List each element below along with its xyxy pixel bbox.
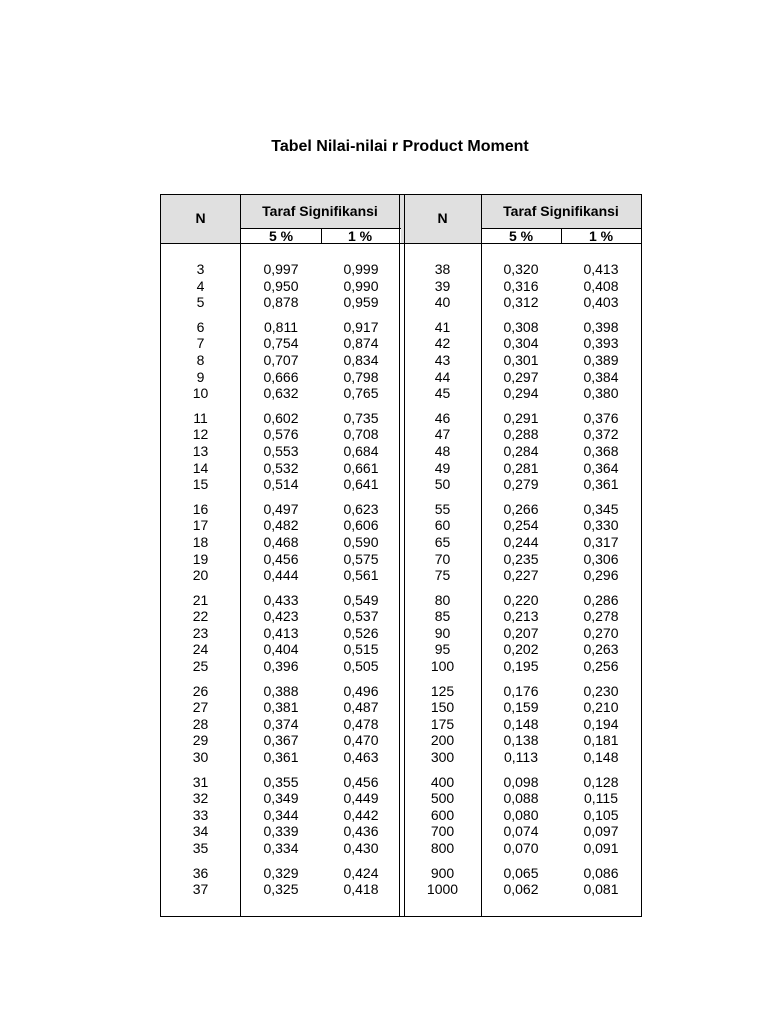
table-cell: 43 bbox=[434, 351, 451, 368]
table-cell: 0,423 bbox=[263, 608, 299, 625]
header-n-right: N bbox=[437, 210, 448, 226]
table-cell: 0,959 bbox=[343, 294, 379, 311]
header-5-left: 5 % bbox=[268, 228, 294, 244]
table-cell: 0,138 bbox=[503, 732, 539, 749]
row-group bbox=[481, 592, 561, 675]
table-cell: 0,288 bbox=[503, 426, 539, 443]
table-cell: 41 bbox=[434, 318, 451, 335]
table-cell: 0,270 bbox=[583, 624, 619, 641]
table-cell: 0,413 bbox=[583, 261, 619, 277]
table-cell: 32 bbox=[192, 790, 209, 807]
table-cell: 0,641 bbox=[343, 476, 379, 493]
table-cell: 0,128 bbox=[583, 773, 619, 790]
table-cell: 150 bbox=[430, 699, 455, 716]
table-cell: 0,279 bbox=[503, 476, 539, 493]
table-cell: 0,418 bbox=[343, 881, 379, 898]
table-cell: 0,408 bbox=[583, 277, 619, 294]
table-cell: 0,398 bbox=[583, 318, 619, 335]
table-cell: 31 bbox=[192, 773, 209, 790]
table-cell: 0,329 bbox=[263, 864, 299, 881]
table-cell: 0,148 bbox=[583, 749, 619, 766]
table-cell: 70 bbox=[434, 550, 451, 567]
row-group bbox=[161, 865, 240, 898]
header-n-left: N bbox=[195, 210, 206, 226]
table-cell: 14 bbox=[192, 459, 209, 476]
row-group bbox=[321, 865, 401, 898]
table-cell: 0,478 bbox=[343, 715, 379, 732]
table-cell: 0,708 bbox=[343, 426, 379, 443]
row-group bbox=[404, 261, 481, 311]
row-group bbox=[161, 501, 240, 584]
table-cell: 38 bbox=[434, 261, 451, 277]
table-cell: 46 bbox=[434, 409, 451, 426]
table-cell: 0,368 bbox=[583, 442, 619, 459]
row-group bbox=[241, 683, 321, 766]
table-cell: 0,433 bbox=[263, 591, 299, 608]
table-cell: 25 bbox=[192, 658, 209, 675]
row-group bbox=[481, 683, 561, 766]
table-cell: 0,367 bbox=[263, 732, 299, 749]
table-cell: 0,602 bbox=[263, 409, 299, 426]
table-cell: 0,878 bbox=[263, 294, 299, 311]
table-cell: 0,463 bbox=[343, 749, 379, 766]
row-group bbox=[561, 261, 641, 311]
table-cell: 0,306 bbox=[583, 550, 619, 567]
table-cell: 0,811 bbox=[264, 318, 298, 335]
page-title: Tabel Nilai-nilai r Product Moment bbox=[271, 138, 529, 155]
table-cell: 300 bbox=[430, 749, 455, 766]
row-group bbox=[404, 774, 481, 857]
row-group bbox=[404, 865, 481, 898]
table-cell: 0,606 bbox=[343, 517, 379, 534]
table-cell: 0,301 bbox=[503, 351, 539, 368]
table-cell: 0,278 bbox=[583, 608, 619, 625]
table-cell: 0,235 bbox=[503, 550, 539, 567]
row-group bbox=[161, 592, 240, 675]
table-cell: 0,312 bbox=[503, 294, 539, 311]
table-cell: 0,526 bbox=[343, 624, 379, 641]
header-taraf-right: Taraf Signifikansi bbox=[503, 203, 619, 219]
table-cell: 55 bbox=[434, 500, 451, 517]
table-cell: 0,997 bbox=[263, 261, 299, 277]
row-group bbox=[241, 865, 321, 898]
table-cell: 0,361 bbox=[263, 749, 299, 766]
table-cell: 0,482 bbox=[263, 517, 299, 534]
table-cell: 95 bbox=[434, 641, 451, 658]
table-cell: 0,308 bbox=[503, 318, 539, 335]
table-cell: 0,623 bbox=[343, 500, 379, 517]
table-cell: 34 bbox=[192, 823, 209, 840]
row-group bbox=[161, 261, 240, 311]
row-group bbox=[321, 261, 401, 311]
table-cell: 0,220 bbox=[503, 591, 539, 608]
table-cell: 0,291 bbox=[503, 409, 539, 426]
table-cell: 18 bbox=[192, 533, 209, 550]
table-cell: 0,468 bbox=[263, 533, 299, 550]
table-cell: 8 bbox=[196, 351, 205, 368]
table-cell: 39 bbox=[434, 277, 451, 294]
row-group bbox=[561, 501, 641, 584]
table-cell: 0,202 bbox=[503, 641, 539, 658]
row-group bbox=[321, 319, 401, 402]
table-cell: 0,244 bbox=[503, 533, 539, 550]
row-group bbox=[321, 683, 401, 766]
column-5-left bbox=[241, 261, 321, 906]
table-cell: 0,159 bbox=[503, 699, 539, 716]
row-group bbox=[561, 683, 641, 766]
table-cell: 40 bbox=[434, 294, 451, 311]
table-cell: 0,325 bbox=[263, 881, 299, 898]
table-cell: 20 bbox=[192, 567, 209, 584]
table-cell: 0,194 bbox=[583, 715, 619, 732]
table-cell: 65 bbox=[434, 533, 451, 550]
table-cell: 0,388 bbox=[263, 682, 299, 699]
row-group bbox=[561, 319, 641, 402]
table-cell: 12 bbox=[192, 426, 209, 443]
column-5-right bbox=[481, 261, 561, 906]
table-cell: 0,575 bbox=[343, 550, 379, 567]
table-cell: 0,496 bbox=[343, 682, 379, 699]
table-cell: 22 bbox=[192, 608, 209, 625]
row-group bbox=[404, 501, 481, 584]
table-cell: 0,487 bbox=[343, 699, 379, 716]
table-cell: 0,532 bbox=[263, 459, 299, 476]
row-group bbox=[561, 410, 641, 493]
table-cell: 0,661 bbox=[343, 459, 379, 476]
table-cell: 0,230 bbox=[583, 682, 619, 699]
table-cell: 23 bbox=[192, 624, 209, 641]
row-group bbox=[404, 410, 481, 493]
table-cell: 0,403 bbox=[583, 294, 619, 311]
table-cell: 0,396 bbox=[263, 658, 299, 675]
table-cell: 0,148 bbox=[503, 715, 539, 732]
table-cell: 0,444 bbox=[263, 567, 299, 584]
table-cell: 0,430 bbox=[343, 840, 379, 856]
row-group bbox=[241, 319, 321, 402]
table-cell: 0,320 bbox=[503, 261, 539, 277]
table-cell: 0,195 bbox=[503, 658, 539, 675]
table-cell: 15 bbox=[192, 476, 209, 493]
table-cell: 0,380 bbox=[583, 385, 619, 402]
table-cell: 47 bbox=[434, 426, 451, 443]
table-cell: 0,765 bbox=[343, 385, 379, 402]
row-group bbox=[321, 592, 401, 675]
row-group bbox=[404, 592, 481, 675]
column-n-right bbox=[404, 261, 481, 906]
row-group bbox=[241, 592, 321, 675]
table-cell: 0,062 bbox=[503, 881, 539, 898]
table-cell: 0,684 bbox=[343, 442, 379, 459]
table-cell: 0,514 bbox=[263, 476, 299, 493]
table-cell: 0,317 bbox=[583, 533, 619, 550]
table-cell: 600 bbox=[430, 806, 455, 823]
table-cell: 175 bbox=[430, 715, 455, 732]
table-cell: 0,424 bbox=[343, 864, 379, 881]
table-cell: 49 bbox=[434, 459, 451, 476]
table-cell: 28 bbox=[192, 715, 209, 732]
header-taraf-left: Taraf Signifikansi bbox=[262, 203, 378, 219]
column-1-left bbox=[321, 261, 401, 906]
table-cell: 0,284 bbox=[503, 442, 539, 459]
table-cell: 0,091 bbox=[583, 840, 619, 856]
table-cell: 0,294 bbox=[503, 385, 539, 402]
table-cell: 0,344 bbox=[263, 806, 299, 823]
table-cell: 10 bbox=[192, 385, 209, 402]
row-group bbox=[161, 319, 240, 402]
table-cell: 0,304 bbox=[503, 335, 539, 352]
table-cell: 11 bbox=[193, 409, 208, 426]
table-cell: 0,070 bbox=[503, 840, 539, 856]
table-cell: 17 bbox=[192, 517, 209, 534]
table-cell: 0,381 bbox=[263, 699, 299, 716]
table-cell: 0,707 bbox=[263, 351, 299, 368]
header-5-right: 5 % bbox=[508, 228, 534, 244]
row-group bbox=[321, 774, 401, 857]
table-cell: 900 bbox=[430, 864, 455, 881]
table-cell: 0,436 bbox=[343, 823, 379, 840]
table-cell: 0,834 bbox=[343, 351, 379, 368]
table-cell: 700 bbox=[430, 823, 455, 840]
table-cell: 0,088 bbox=[503, 790, 539, 807]
row-group bbox=[481, 410, 561, 493]
row-group bbox=[321, 501, 401, 584]
table-cell: 0,065 bbox=[503, 864, 539, 881]
table-cell: 0,413 bbox=[263, 624, 299, 641]
table-cell: 0,339 bbox=[263, 823, 299, 840]
table-cell: 0,442 bbox=[343, 806, 379, 823]
header-1-left: 1 % bbox=[347, 228, 373, 244]
table-cell: 0,115 bbox=[584, 790, 618, 807]
table-cell: 0,296 bbox=[583, 567, 619, 584]
table-cell: 36 bbox=[192, 864, 209, 881]
table-cell: 0,372 bbox=[583, 426, 619, 443]
table-cell: 0,917 bbox=[343, 318, 379, 335]
row-group bbox=[481, 319, 561, 402]
table-cell: 100 bbox=[430, 658, 455, 675]
table-cell: 0,497 bbox=[263, 500, 299, 517]
table-cell: 90 bbox=[434, 624, 451, 641]
table-cell: 0,754 bbox=[263, 335, 299, 352]
table-cell: 44 bbox=[434, 368, 451, 385]
table-cell: 0,470 bbox=[343, 732, 379, 749]
table-cell: 75 bbox=[434, 567, 451, 584]
table-cell: 0,999 bbox=[343, 261, 379, 277]
row-group bbox=[561, 774, 641, 857]
row-group bbox=[561, 592, 641, 675]
table-cell: 4 bbox=[196, 277, 205, 294]
row-group bbox=[481, 501, 561, 584]
table-cell: 35 bbox=[192, 840, 209, 856]
table-cell: 0,207 bbox=[503, 624, 539, 641]
table-cell: 0,456 bbox=[263, 550, 299, 567]
table-cell: 0,950 bbox=[263, 277, 299, 294]
table-cell: 0,374 bbox=[263, 715, 299, 732]
table-cell: 0,361 bbox=[583, 476, 619, 493]
table-cell: 9 bbox=[196, 368, 205, 385]
table-cell: 0,254 bbox=[503, 517, 539, 534]
table-cell: 37 bbox=[192, 881, 209, 898]
table-cell: 0,364 bbox=[583, 459, 619, 476]
table-cell: 0,355 bbox=[263, 773, 299, 790]
table-cell: 0,376 bbox=[583, 409, 619, 426]
table-cell: 1000 bbox=[426, 881, 459, 898]
row-group bbox=[241, 410, 321, 493]
table-cell: 0,227 bbox=[503, 567, 539, 584]
table-cell: 6 bbox=[196, 318, 205, 335]
table-cell: 0,384 bbox=[583, 368, 619, 385]
table-cell: 19 bbox=[192, 550, 209, 567]
table-cell: 0,213 bbox=[503, 608, 539, 625]
table-cell: 0,081 bbox=[583, 881, 619, 898]
row-group bbox=[241, 501, 321, 584]
table-cell: 0,316 bbox=[503, 277, 539, 294]
table-cell: 50 bbox=[434, 476, 451, 493]
table-cell: 0,097 bbox=[583, 823, 619, 840]
table-cell: 42 bbox=[434, 335, 451, 352]
row-group bbox=[161, 774, 240, 857]
table-cell: 0,349 bbox=[263, 790, 299, 807]
table-cell: 0,086 bbox=[583, 864, 619, 881]
table-cell: 7 bbox=[196, 335, 205, 352]
row-group bbox=[241, 774, 321, 857]
table-cell: 27 bbox=[192, 699, 209, 716]
table-cell: 26 bbox=[192, 682, 209, 699]
row-group bbox=[404, 319, 481, 402]
column-1-right bbox=[561, 261, 641, 906]
table-cell: 500 bbox=[430, 790, 455, 807]
table-cell: 24 bbox=[192, 641, 209, 658]
table-cell: 0,074 bbox=[503, 823, 539, 840]
table-cell: 0,798 bbox=[343, 368, 379, 385]
table-cell: 0,990 bbox=[343, 277, 379, 294]
table-cell: 0,210 bbox=[583, 699, 619, 716]
table-cell: 125 bbox=[430, 682, 455, 699]
table-cell: 0,537 bbox=[343, 608, 379, 625]
table-cell: 0,735 bbox=[343, 409, 379, 426]
table-cell: 0,389 bbox=[583, 351, 619, 368]
table-cell: 3 bbox=[196, 261, 205, 277]
table-cell: 400 bbox=[430, 773, 455, 790]
table-cell: 5 bbox=[196, 294, 205, 311]
row-group bbox=[321, 410, 401, 493]
table-cell: 0,449 bbox=[343, 790, 379, 807]
row-group bbox=[481, 774, 561, 857]
table-cell: 80 bbox=[434, 591, 451, 608]
table-cell: 0,256 bbox=[583, 658, 619, 675]
table-cell: 0,263 bbox=[583, 641, 619, 658]
table-cell: 0,549 bbox=[343, 591, 379, 608]
table-cell: 0,266 bbox=[503, 500, 539, 517]
table-cell: 0,113 bbox=[504, 749, 538, 766]
table-cell: 0,393 bbox=[583, 335, 619, 352]
row-group bbox=[481, 865, 561, 898]
table-cell: 0,286 bbox=[583, 591, 619, 608]
row-group bbox=[481, 261, 561, 311]
table-cell: 0,181 bbox=[583, 732, 619, 749]
table-cell: 0,404 bbox=[263, 641, 299, 658]
table-cell: 13 bbox=[192, 442, 209, 459]
table-cell: 0,561 bbox=[343, 567, 379, 584]
table-cell: 0,080 bbox=[503, 806, 539, 823]
table-cell: 0,576 bbox=[263, 426, 299, 443]
table-cell: 0,330 bbox=[583, 517, 619, 534]
table-cell: 0,105 bbox=[583, 806, 619, 823]
table-cell: 800 bbox=[430, 840, 455, 856]
table-cell: 60 bbox=[434, 517, 451, 534]
table-cell: 0,874 bbox=[343, 335, 379, 352]
table-cell: 0,098 bbox=[503, 773, 539, 790]
table-cell: 0,515 bbox=[343, 641, 379, 658]
table-cell: 0,666 bbox=[263, 368, 299, 385]
table-cell: 0,632 bbox=[263, 385, 299, 402]
table-cell: 30 bbox=[192, 749, 209, 766]
table-cell: 21 bbox=[192, 591, 209, 608]
table-cell: 0,297 bbox=[503, 368, 539, 385]
row-group bbox=[561, 865, 641, 898]
table-cell: 0,505 bbox=[343, 658, 379, 675]
table-cell: 200 bbox=[430, 732, 455, 749]
header-1-right: 1 % bbox=[588, 228, 614, 244]
table-cell: 0,176 bbox=[503, 682, 539, 699]
column-n-left bbox=[161, 261, 240, 906]
row-group bbox=[241, 261, 321, 311]
table-cell: 0,281 bbox=[503, 459, 539, 476]
table-cell: 16 bbox=[192, 500, 209, 517]
table-cell: 48 bbox=[434, 442, 451, 459]
table-cell: 45 bbox=[434, 385, 451, 402]
table-cell: 33 bbox=[192, 806, 209, 823]
row-group bbox=[161, 683, 240, 766]
row-group bbox=[161, 410, 240, 493]
table-cell: 0,590 bbox=[343, 533, 379, 550]
table-cell: 85 bbox=[434, 608, 451, 625]
table-cell: 0,553 bbox=[263, 442, 299, 459]
table-cell: 0,456 bbox=[343, 773, 379, 790]
row-group bbox=[404, 683, 481, 766]
table-cell: 0,345 bbox=[583, 500, 619, 517]
table-cell: 0,334 bbox=[263, 840, 299, 856]
table-cell: 29 bbox=[192, 732, 209, 749]
r-table bbox=[160, 194, 642, 917]
